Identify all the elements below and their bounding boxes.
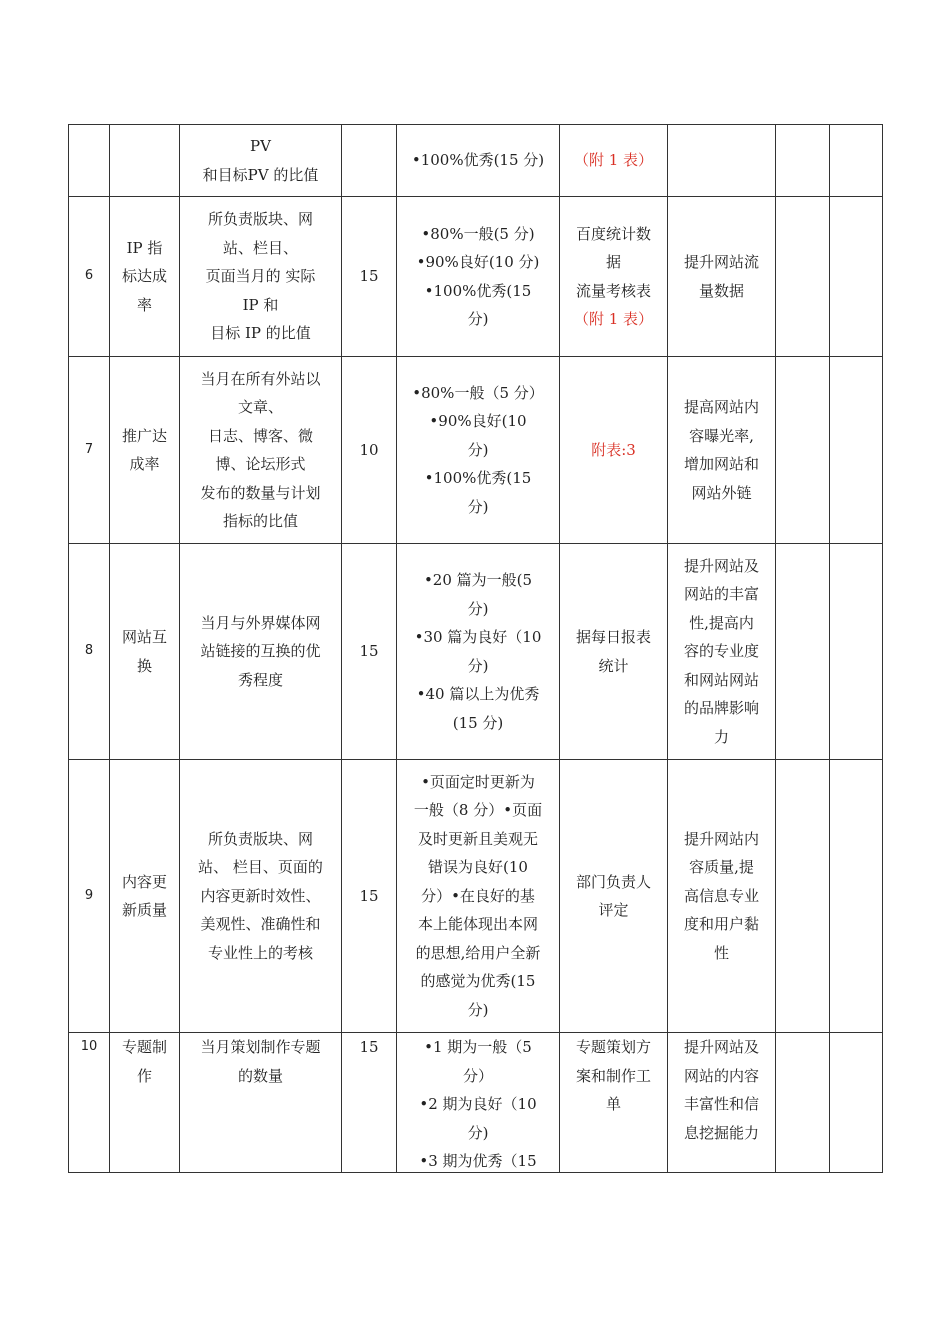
cell-line: 成率 xyxy=(129,455,160,473)
cell-line: •页面定时更新为 xyxy=(421,772,535,791)
table-row xyxy=(69,125,883,197)
cell-line: 百度统计数 xyxy=(575,224,651,243)
cell-line: 目标 IP 的比值 xyxy=(210,324,311,343)
cell-line: 高信息专业 xyxy=(683,886,759,905)
cell-line: •80%一般（5 分） xyxy=(412,383,544,402)
cell-purpose xyxy=(668,1033,776,1173)
cell-line: 所负责版块、网 xyxy=(207,210,313,229)
cell-line: 提升网站流 xyxy=(683,253,759,271)
cell-criteria xyxy=(397,1033,560,1173)
cell-data-source xyxy=(560,760,668,1033)
cell-blank xyxy=(776,760,830,1033)
cell-blank xyxy=(830,544,883,760)
cell-line: 息挖掘能力 xyxy=(683,1123,759,1142)
table-row xyxy=(69,760,883,1033)
cell-indicator-name xyxy=(110,125,180,197)
cell-indicator-name xyxy=(110,1033,180,1173)
cell-line: IP 和 xyxy=(242,295,279,314)
cell-data-source xyxy=(560,1033,668,1173)
kpi-table xyxy=(68,124,883,1173)
cell-line: 标达成 xyxy=(121,267,167,286)
cell-line: （附 1 表） xyxy=(573,310,654,328)
cell-line: 日志、博客、微 xyxy=(207,426,313,445)
cell-blank xyxy=(776,1033,830,1173)
cell-line: 分) xyxy=(467,656,489,675)
cell-line: 部门负责人 xyxy=(575,872,651,891)
cell-criteria xyxy=(397,760,560,1033)
cell-line: 站、 栏目、页面的 xyxy=(198,858,323,877)
cell-number: 10 xyxy=(69,1033,110,1173)
cell-line: 分) xyxy=(467,440,489,459)
cell-line: 当月在所有外站以 xyxy=(200,369,321,388)
cell-line: 率 xyxy=(136,295,152,314)
cell-line: 的数量 xyxy=(237,1066,283,1085)
cell-indicator-name xyxy=(110,760,180,1033)
cell-blank xyxy=(776,357,830,544)
kpi-table-body xyxy=(69,125,883,1173)
cell-weight: 15 xyxy=(342,544,397,760)
cell-line: 作 xyxy=(136,1066,152,1085)
cell-line: 所负责版块、网 xyxy=(207,829,313,848)
cell-line: 文章、 xyxy=(237,398,283,416)
cell-line: （附 1 表） xyxy=(573,151,654,170)
cell-line: 分） xyxy=(462,1066,493,1085)
cell-line: 单 xyxy=(605,1095,621,1113)
cell-line: 流量考核表 xyxy=(575,281,651,300)
cell-number: 8 xyxy=(69,544,110,760)
cell-line: 分) xyxy=(467,1000,489,1019)
cell-line: •30 篇为良好（10 xyxy=(414,628,542,646)
cell-line: 网站互 xyxy=(121,628,167,646)
cell-blank xyxy=(830,125,883,197)
cell-line: 专业性上的考核 xyxy=(207,943,313,962)
cell-line: 网站的内容 xyxy=(683,1066,759,1085)
cell-blank xyxy=(830,760,883,1033)
cell-line: 容质量,提 xyxy=(689,858,754,877)
cell-line: •100%优秀(15 分) xyxy=(411,151,545,170)
cell-line: 推广达 xyxy=(121,426,167,445)
cell-line: •1 期为一般（5 xyxy=(424,1038,532,1056)
cell-line: 附表:3 xyxy=(591,440,636,459)
cell-line: 量数据 xyxy=(698,281,744,300)
cell-line: 提升网站及 xyxy=(683,1038,759,1056)
cell-line: 分) xyxy=(467,599,489,618)
cell-line: 当月与外界媒体网 xyxy=(200,613,321,632)
cell-line: 及时更新且美观无 xyxy=(417,829,538,848)
cell-line: 丰富性和信 xyxy=(683,1095,759,1113)
cell-line: 度和用户黏 xyxy=(683,915,759,934)
table-row xyxy=(69,1033,883,1173)
cell-line: 增加网站和 xyxy=(683,455,759,473)
cell-line: 内容更新时效性、 xyxy=(200,886,321,905)
cell-line: 页面当月的 实际 xyxy=(205,267,316,286)
cell-line: 提高网站内 xyxy=(683,398,759,416)
cell-blank xyxy=(776,544,830,760)
cell-line: 分) xyxy=(467,310,489,328)
cell-line: 容的专业度 xyxy=(683,642,759,661)
cell-line: 新质量 xyxy=(121,901,167,919)
cell-line: 分）•在良好的基 xyxy=(421,886,535,905)
cell-line: •90%良好(10 分) xyxy=(416,253,540,271)
cell-weight: 15 xyxy=(342,1033,397,1173)
cell-number: 6 xyxy=(69,197,110,357)
cell-number: 9 xyxy=(69,760,110,1033)
cell-line: 网站的丰富 xyxy=(683,585,759,604)
cell-line: 专题制 xyxy=(121,1038,167,1056)
cell-line: 案和制作工 xyxy=(575,1066,651,1085)
cell-line: 性 xyxy=(713,943,729,962)
cell-weight xyxy=(342,125,397,197)
cell-line: 错误为良好(10 xyxy=(428,858,528,877)
cell-line: •100%优秀(15 xyxy=(424,281,532,300)
table-row xyxy=(69,357,883,544)
cell-line: 分) xyxy=(467,497,489,516)
cell-data-source xyxy=(560,125,668,197)
cell-indicator-name xyxy=(110,197,180,357)
cell-line: 据 xyxy=(605,253,621,271)
cell-line: 博、论坛形式 xyxy=(215,455,306,473)
cell-line: 美观性、准确性和 xyxy=(200,915,321,934)
cell-line: (15 分) xyxy=(452,713,504,732)
cell-definition xyxy=(180,544,342,760)
cell-indicator-name xyxy=(110,544,180,760)
cell-line: 的感觉为优秀(15 xyxy=(420,972,536,991)
cell-line: PV xyxy=(250,137,271,155)
cell-line: •80%一般(5 分) xyxy=(421,224,535,243)
table-row xyxy=(69,197,883,357)
cell-criteria xyxy=(397,544,560,760)
cell-line: 的思想,给用户全新 xyxy=(415,943,541,962)
cell-definition xyxy=(180,125,342,197)
cell-line: 一般（8 分）•页面 xyxy=(413,801,543,820)
cell-blank xyxy=(830,197,883,357)
cell-definition xyxy=(180,197,342,357)
cell-blank xyxy=(776,125,830,197)
cell-line: 秀程度 xyxy=(237,670,283,689)
cell-line: 发布的数量与计划 xyxy=(200,483,321,502)
cell-line: 和目标PV 的比值 xyxy=(202,165,319,184)
cell-line: 当月策划制作专题 xyxy=(200,1038,321,1056)
table-row xyxy=(69,544,883,760)
cell-criteria xyxy=(397,197,560,357)
cell-line: 换 xyxy=(136,656,152,675)
cell-criteria xyxy=(397,125,560,197)
cell-blank xyxy=(830,357,883,544)
cell-line: 分) xyxy=(467,1123,489,1142)
cell-purpose xyxy=(668,760,776,1033)
cell-line: 内容更 xyxy=(121,872,167,891)
cell-line: 提升网站内 xyxy=(683,829,759,848)
cell-line: 专题策划方 xyxy=(575,1038,651,1056)
cell-line: •3 期为优秀（15 xyxy=(419,1152,537,1170)
cell-line: 据每日报表 xyxy=(575,628,651,646)
cell-line: 站、栏目、 xyxy=(222,238,298,257)
cell-purpose xyxy=(668,357,776,544)
cell-definition xyxy=(180,1033,342,1173)
cell-data-source xyxy=(560,357,668,544)
cell-definition xyxy=(180,357,342,544)
cell-purpose xyxy=(668,197,776,357)
cell-line: •100%优秀(15 xyxy=(424,469,532,488)
cell-weight: 15 xyxy=(342,760,397,1033)
cell-line: 网站外链 xyxy=(691,483,752,502)
cell-line: 提升网站及 xyxy=(683,556,759,575)
cell-blank xyxy=(776,197,830,357)
cell-data-source xyxy=(560,197,668,357)
cell-purpose xyxy=(668,125,776,197)
cell-line: 容曝光率, xyxy=(689,426,754,445)
cell-weight: 15 xyxy=(342,197,397,357)
cell-purpose xyxy=(668,544,776,760)
cell-line: 的品牌影响 xyxy=(683,699,759,718)
cell-line: •20 篇为一般(5 xyxy=(423,571,533,589)
cell-line: 本上能体现出本网 xyxy=(417,915,538,934)
cell-weight: 10 xyxy=(342,357,397,544)
cell-line: 力 xyxy=(713,727,729,746)
cell-number xyxy=(69,125,110,197)
cell-data-source xyxy=(560,544,668,760)
cell-line: 评定 xyxy=(598,901,629,919)
cell-line: 统计 xyxy=(598,656,629,675)
cell-number: 7 xyxy=(69,357,110,544)
cell-line: 站链接的互换的优 xyxy=(200,642,321,661)
cell-line: •2 期为良好（10 xyxy=(419,1095,537,1113)
cell-criteria xyxy=(397,357,560,544)
cell-indicator-name xyxy=(110,357,180,544)
cell-definition xyxy=(180,760,342,1033)
cell-line: 和网站网站 xyxy=(683,670,759,689)
cell-line: •90%良好(10 xyxy=(429,412,527,431)
cell-line: IP 指 xyxy=(126,238,163,257)
cell-line: 性,提高内 xyxy=(689,613,754,632)
cell-line: •40 篇以上为优秀 xyxy=(416,685,540,703)
cell-line: 指标的比值 xyxy=(222,512,298,530)
cell-blank xyxy=(830,1033,883,1173)
